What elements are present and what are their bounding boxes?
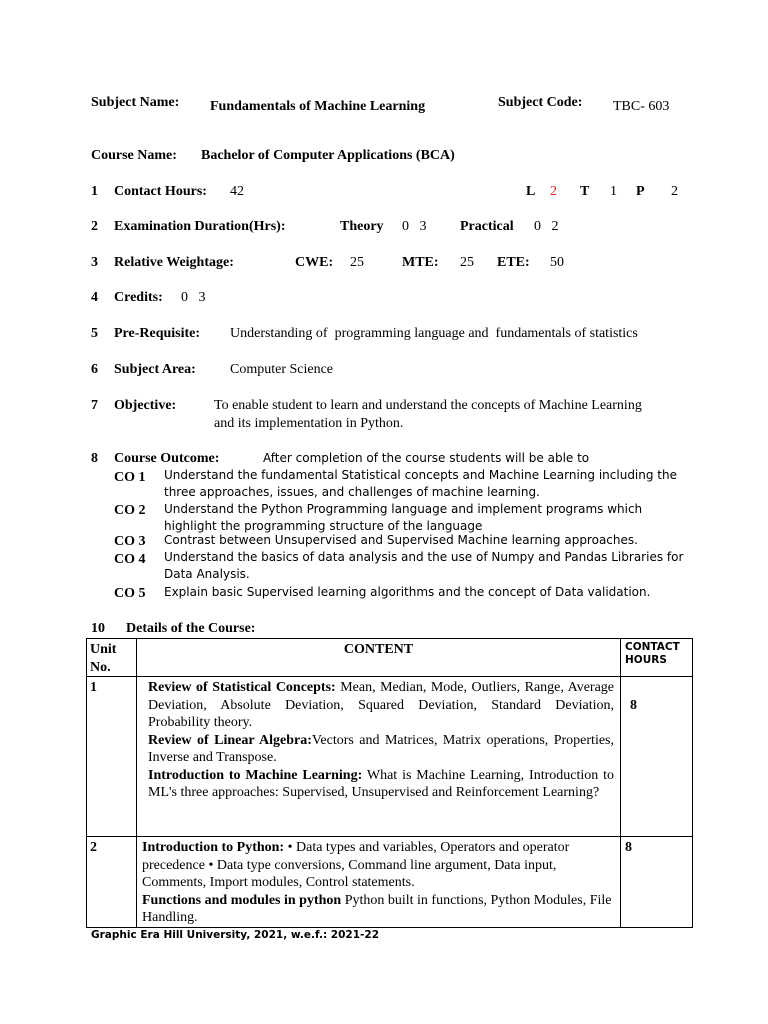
unit-header: Unit No. — [87, 639, 137, 677]
course-name: Bachelor of Computer Applications (BCA) — [201, 148, 455, 163]
item-number: 7 — [91, 398, 98, 413]
unit-number: 1 — [87, 677, 137, 837]
topic-title: Introduction to Machine Learning: — [148, 767, 363, 783]
table-header-row — [87, 639, 693, 677]
topic-title: Review of Linear Algebra: — [148, 732, 312, 748]
item-number: 5 — [91, 326, 98, 341]
item-number: 8 — [91, 451, 98, 466]
practical-duration-value: 0 2 — [534, 219, 559, 234]
content-paragraph — [142, 839, 614, 892]
practical-value: 2 — [671, 184, 678, 199]
co-text: Understand the Python Programming language and implement programs which highlight the programming structure of the language — [164, 502, 643, 533]
unit-content — [137, 837, 621, 928]
subject-area-value: Computer Science — [230, 362, 334, 377]
ete-label: ETE: — [497, 255, 530, 270]
subject-code: TBC- 603 — [613, 99, 670, 114]
table-row — [87, 837, 693, 928]
contact-hours-header: CONTACT HOURS — [621, 639, 693, 677]
topic-text: • Data types and variables, Operators and operator precedence • Data type conversions, Command line argument, Data input, Comments, Import modules, Control statements. — [142, 840, 570, 890]
topic-title: Introduction to Python: — [142, 840, 285, 855]
item-number: 2 — [91, 219, 98, 234]
subject-name-label: Subject Name: — [91, 95, 180, 110]
prerequisite-label: Pre-Requisite: — [114, 326, 201, 341]
details-label: Details of the Course: — [126, 621, 256, 636]
item-number: 3 — [91, 255, 98, 270]
credits-label: Credits: — [114, 290, 163, 305]
co-code: CO 5 — [114, 586, 146, 601]
course-outcome-intro: After completion of the course students will be able to — [263, 451, 590, 465]
course-details-table — [86, 638, 693, 928]
course-name-label: Course Name: — [91, 148, 177, 163]
subject-name: Fundamentals of Machine Learning — [210, 99, 426, 114]
contact-hours-label: Contact Hours: — [114, 184, 207, 199]
topic-text: Mean, Median, Mode, Outliers, Range, Average Deviation, Absolute Deviation, Squared Deviation, Standard Deviation, Probability theory. — [148, 680, 614, 730]
item-number: 10 — [91, 621, 105, 636]
ete-value: 50 — [550, 255, 564, 270]
topic-text: Vectors and Matrices, Matrix operations, Properties, Inverse and Transpose. — [148, 732, 614, 765]
practical-label: P — [636, 184, 645, 199]
lecture-value: 2 — [550, 184, 557, 199]
mte-value: 25 — [460, 255, 474, 270]
cwe-value: 25 — [350, 255, 364, 270]
cwe-label: CWE: — [295, 255, 334, 270]
co-code: CO 1 — [114, 470, 146, 485]
unit-content — [137, 677, 621, 837]
topic-text: Python built in functions, Python Modules, File Handling. — [142, 892, 612, 925]
topic-text: What is Machine Learning, Introduction to ML's three approaches: Supervised, Unsupervised and Reinforcement Learning? — [148, 767, 615, 800]
prerequisite-value: Understanding of programming language and fundamentals of statistics — [230, 326, 638, 341]
credits-value: 0 3 — [181, 290, 206, 305]
topic-title: Functions and modules in python — [142, 892, 342, 908]
co-code: CO 3 — [114, 534, 146, 549]
tutorial-value: 1 — [610, 184, 617, 199]
co-text: Understand the basics of data analysis and the use of Numpy and Pandas Libraries for Data Analysis. — [164, 550, 684, 581]
content-paragraph — [148, 767, 614, 802]
co-text: Understand the fundamental Statistical concepts and Machine Learning including the three approaches, issues, and challenges of machine learning. — [164, 468, 677, 499]
theory-value: 0 3 — [402, 219, 427, 234]
topic-title: Review of Statistical Concepts: — [148, 680, 336, 695]
objective-line-2: and its implementation in Python. — [214, 416, 404, 431]
contact-hours-value: 42 — [230, 184, 244, 199]
subject-area-label: Subject Area: — [114, 362, 196, 377]
content-paragraph — [148, 679, 614, 732]
item-number: 1 — [91, 184, 98, 199]
mte-label: MTE: — [402, 255, 439, 270]
table-row — [87, 677, 693, 837]
co-code: CO 2 — [114, 503, 146, 518]
exam-duration-label: Examination Duration(Hrs): — [114, 219, 286, 234]
item-number: 4 — [91, 290, 98, 305]
tutorial-label: T — [580, 184, 590, 199]
weightage-label: Relative Weightage: — [114, 255, 234, 270]
subject-code-label: Subject Code: — [498, 95, 583, 110]
co-text: Contrast between Unsupervised and Supervised Machine learning approaches. — [164, 533, 638, 547]
practical-duration-label: Practical — [460, 219, 514, 234]
content-paragraph — [142, 892, 614, 927]
item-number: 6 — [91, 362, 98, 377]
unit-number: 2 — [87, 837, 137, 928]
unit-hours: 8 — [621, 837, 693, 928]
unit-hours: 8 — [621, 677, 693, 837]
lecture-label: L — [526, 184, 536, 199]
content-header: CONTENT — [137, 639, 621, 677]
content-paragraph — [148, 732, 614, 767]
theory-label: Theory — [340, 219, 384, 234]
co-code: CO 4 — [114, 552, 146, 567]
objective-line-1: To enable student to learn and understand the concepts of Machine Learning — [214, 398, 642, 413]
co-text: Explain basic Supervised learning algorithms and the concept of Data validation. — [164, 585, 651, 599]
course-outcome-label: Course Outcome: — [114, 451, 220, 466]
footer-text: Graphic Era Hill University, 2021, w.e.f.: 2021-22 — [91, 929, 379, 941]
objective-label: Objective: — [114, 398, 177, 413]
